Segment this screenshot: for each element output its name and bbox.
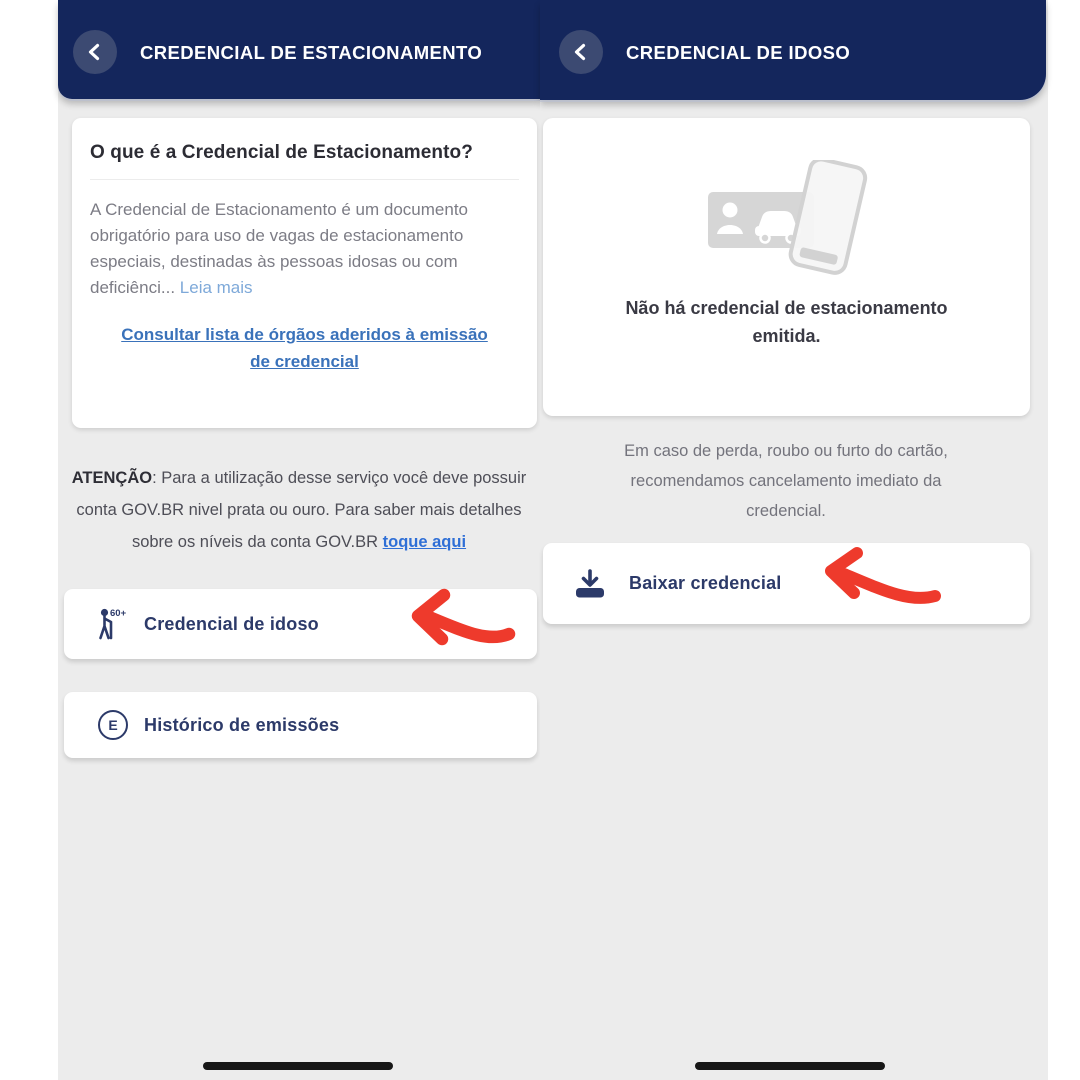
app-header <box>58 0 540 99</box>
chevron-left-icon <box>84 41 106 63</box>
page-title: CREDENCIAL DE ESTACIONAMENTO <box>140 42 483 63</box>
loss-notice-text: Em caso de perda, roubo ou furto do cartão, recomendamos cancelamento imediato da credencial. <box>624 442 948 520</box>
empty-state-message: Não há credencial de estacionamento emitida. <box>625 298 948 346</box>
circled-e-icon: E <box>94 710 132 740</box>
baixar-credencial-label: Baixar credencial <box>629 573 782 593</box>
info-card-title: O que é a Credencial de Estacionamento? <box>90 142 473 163</box>
attention-label: ATENÇÃO <box>71 469 153 487</box>
divider <box>90 179 519 180</box>
attention-text: : Para a utilização desse serviço você deve possuir conta GOV.BR nivel prata ou ouro. Para saber mais detalhes sobre os níveis da conta GOV.BR <box>76 469 527 551</box>
attention-note <box>71 462 527 558</box>
download-icon <box>571 568 609 600</box>
page-title: CREDENCIAL DE IDOSO <box>626 42 851 63</box>
elderly-person-60plus-icon <box>94 605 132 643</box>
back-button[interactable] <box>73 30 117 74</box>
baixar-credencial-button[interactable] <box>543 543 1030 624</box>
info-body-text: A Credencial de Estacionamento é um documento obrigatório para uso de vagas de estacionamento especiais, destinadas às pessoas idosas ou com deficiênci... <box>90 200 469 297</box>
consult-organs-link[interactable]: Consultar lista de órgãos aderidos à emissão de credencial <box>121 325 488 371</box>
home-indicator[interactable] <box>203 1062 393 1070</box>
screen-credencial-estacionamento <box>58 0 540 1080</box>
info-card <box>72 118 537 428</box>
svg-text:60+: 60+ <box>110 608 127 619</box>
info-card-body <box>90 197 470 301</box>
empty-state-card <box>543 118 1030 416</box>
screen-credencial-idoso <box>540 0 1048 1080</box>
back-button[interactable] <box>559 30 603 74</box>
credencial-idoso-button[interactable] <box>64 589 537 659</box>
credential-card-and-phone-icon <box>702 160 872 278</box>
toque-aqui-link[interactable]: toque aqui <box>382 533 467 551</box>
credencial-idoso-label: Credencial de idoso <box>144 613 319 634</box>
historico-emissoes-label: Histórico de emissões <box>144 714 340 735</box>
read-more-link[interactable]: Leia mais <box>179 278 253 297</box>
home-indicator[interactable] <box>695 1062 885 1070</box>
app-header <box>540 0 1046 100</box>
chevron-left-icon <box>570 41 592 63</box>
historico-emissoes-button[interactable] <box>64 692 537 758</box>
